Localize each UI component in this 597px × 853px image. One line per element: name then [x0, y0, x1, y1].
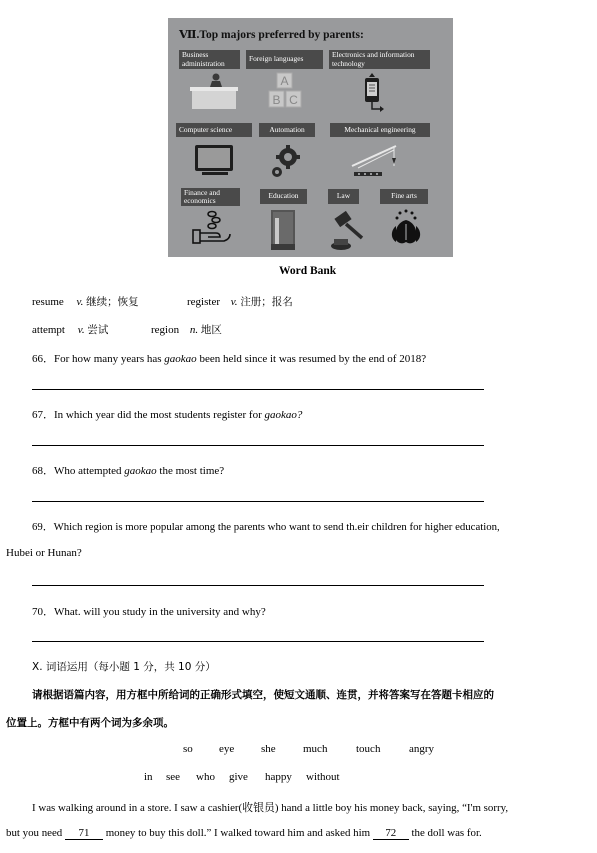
- entry-pos: v.: [77, 324, 85, 336]
- question-70: [32, 603, 266, 619]
- infographic-title: Ⅶ.Top majors preferred by parents:: [179, 29, 364, 41]
- question-text: the most time?: [156, 465, 225, 477]
- word-bank-entry: [32, 294, 139, 309]
- question-text: Which region is more popular among the parents who want to send th.eir children for higher education,: [53, 521, 500, 533]
- majors-infographic: [168, 18, 453, 257]
- passage-text: but you need: [6, 827, 65, 839]
- major-label-mechanical: Mechanical engineering: [330, 123, 430, 137]
- question-text: Who attempted: [54, 465, 125, 477]
- question-67: [32, 406, 302, 422]
- block-letter-c: C: [289, 93, 298, 107]
- question-text: been held since it was resumed by the end of 2018?: [196, 353, 427, 365]
- blank-72[interactable]: 72: [373, 827, 409, 840]
- answer-line-68[interactable]: [32, 501, 484, 502]
- gavel-icon: [328, 208, 368, 252]
- box-word: angry: [409, 743, 435, 755]
- entry-meaning: 继续；恢复: [86, 296, 139, 308]
- question-68: [32, 462, 224, 478]
- question-69-continued: Hubei or Hunan?: [6, 547, 82, 559]
- major-label-business: Business administration: [179, 50, 240, 69]
- passage-text: money to buy this doll.” I walked toward him and asked him: [102, 827, 373, 839]
- box-word: touch: [356, 743, 381, 755]
- question-text: In which year did the most students register for: [54, 409, 265, 421]
- entry-meaning: 地区: [200, 324, 222, 336]
- entry-meaning: 注册；报名: [240, 296, 293, 308]
- hand-coins-icon: [190, 210, 232, 246]
- word-bank-entry: [187, 294, 293, 309]
- passage-text: the doll was for.: [408, 827, 482, 839]
- question-number: 66．: [32, 353, 54, 365]
- question-number: 69．: [32, 521, 54, 533]
- word-bank-entry: [32, 322, 108, 337]
- box-word: eye: [219, 743, 235, 755]
- box-word: so: [183, 743, 193, 755]
- books-icon: [268, 208, 300, 252]
- entry-word: attempt: [32, 324, 65, 336]
- abc-blocks-icon: [268, 72, 302, 110]
- box-word: give: [229, 771, 248, 783]
- crane-icon: [350, 140, 412, 180]
- block-letter-a: A: [280, 74, 289, 88]
- entry-pos: n.: [189, 324, 199, 336]
- smartphone-icon: [360, 73, 390, 113]
- answer-line-69[interactable]: [32, 585, 484, 586]
- reception-desk-icon: [190, 73, 240, 111]
- answer-line-70[interactable]: [32, 641, 484, 642]
- question-text: For how many years has: [54, 353, 165, 365]
- gears-icon: [269, 144, 303, 180]
- passage-line-1: I was walking around in a store. I saw a cashier(收银员) hand a little boy his money back, saying, “I'm sorry,: [32, 802, 509, 814]
- word-bank-title: Word Bank: [279, 265, 337, 277]
- instruction-line-2: 位置上。方框中有两个词为多余项。: [6, 717, 174, 729]
- box-word: see: [166, 771, 181, 783]
- box-word: who: [196, 771, 215, 783]
- box-word: in: [144, 771, 153, 783]
- entry-pos: v.: [230, 296, 238, 308]
- question-number: 67．: [32, 409, 54, 421]
- question-69: [32, 519, 500, 534]
- major-label-electronics: Electronics and information technology: [329, 50, 430, 69]
- major-label-education: Education: [260, 189, 307, 204]
- entry-pos: v.: [76, 296, 84, 308]
- question-italic: gaokao?: [264, 409, 303, 421]
- section-heading: Ⅹ. 词语运用（每小题 1 分，共 10 分）: [32, 661, 216, 673]
- major-label-automation: Automation: [259, 123, 315, 137]
- instruction-line-1: 请根据语篇内容，用方框中所给词的正确形式填空，使短文通顺、连贯，并将答案写在答题卡相应的: [32, 689, 494, 701]
- blank-71[interactable]: 71: [65, 827, 103, 840]
- monitor-icon: [194, 143, 236, 177]
- question-66: [32, 350, 426, 366]
- question-text: What. will you study in the university and why?: [54, 606, 266, 618]
- answer-line-66[interactable]: [32, 389, 484, 390]
- question-number: 70．: [32, 606, 54, 618]
- question-number: 68．: [32, 465, 54, 477]
- passage-line-2: [6, 827, 482, 840]
- entry-word: register: [187, 296, 220, 308]
- answer-line-67[interactable]: [32, 445, 484, 446]
- entry-meaning: 尝试: [87, 324, 109, 336]
- word-bank-entry: [151, 322, 222, 337]
- question-italic: gaokao: [164, 353, 197, 365]
- entry-word: region: [151, 324, 180, 336]
- major-label-foreign-languages: Foreign languages: [246, 50, 323, 69]
- major-label-computer-science: Computer science: [176, 123, 252, 137]
- major-label-fine-arts: Fine arts: [380, 189, 428, 204]
- block-letter-b: B: [272, 93, 281, 107]
- question-italic: gaokao: [124, 465, 157, 477]
- box-word: happy: [265, 771, 292, 783]
- major-label-finance: Finance and economics: [181, 188, 240, 206]
- major-label-law: Law: [328, 189, 359, 204]
- box-word: without: [306, 771, 340, 783]
- box-word: much: [303, 743, 328, 755]
- flower-icon: [388, 208, 424, 248]
- box-word: she: [261, 743, 276, 755]
- entry-word: resume: [32, 296, 64, 308]
